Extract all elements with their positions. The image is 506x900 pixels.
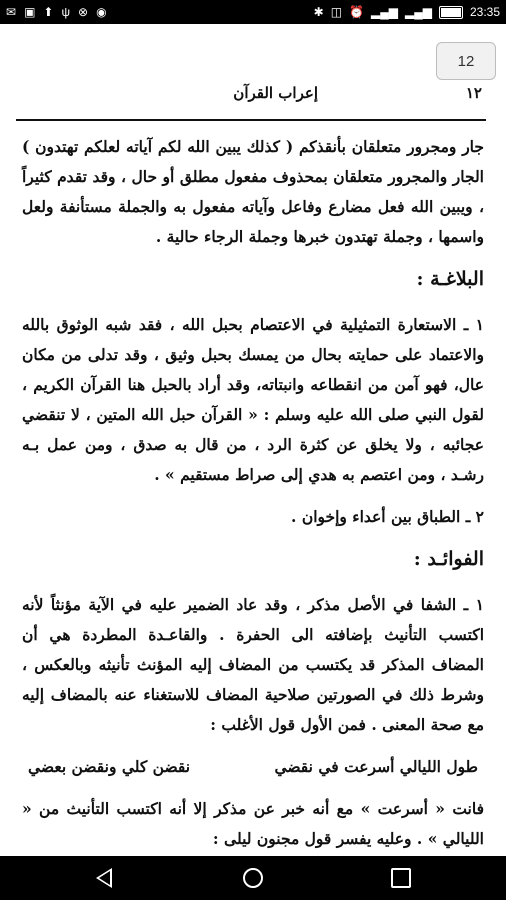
upload-icon: ⬆ <box>43 5 54 19</box>
status-bar <box>0 0 506 24</box>
running-head <box>20 84 488 108</box>
section-heading-fawaid: الفوائـد : <box>413 548 484 570</box>
signal-icon-2: ▂▄▆ <box>405 5 432 19</box>
notification-icons <box>6 4 107 20</box>
verse-first-hemistich: طول الليالي أسرعت في نقضي <box>274 757 478 776</box>
verse-second-hemistich: نقضن كلي ونقضن بعضي <box>28 757 191 776</box>
paragraph: ١ ـ الاستعارة التمثيلية في الاعتصام بحبل الله ، فقد شبه الوثوق بالله والاعتماد على حمايته بحال من يمسك بحبل وثيق ، وقد تدلى من مكان عال، فهو آمن من انقطاعه وانبتاته، وقد أراد بالحبل هنا القرآن الكريم ، لقول النبي صلى الله عليه وسلم : « القرآن حبل الله المتين ، لا تنقضي عجائبه ، ولا يخلق عن كثرة الرد ، من قال به صدق ، ومن عمل بـه رشـد ، ومن اعتصم به هدي إلى صراط مستقيم » . <box>22 315 484 484</box>
mail-icon: ✉ <box>6 5 17 19</box>
running-head-page-number: ١٢ <box>465 84 482 102</box>
recent-apps-icon[interactable] <box>361 856 441 900</box>
clock: 23:35 <box>469 5 500 19</box>
poetry-verse <box>28 752 478 782</box>
header-divider <box>16 119 486 121</box>
home-icon[interactable] <box>213 856 293 900</box>
page-number-badge[interactable]: 12 <box>436 42 496 80</box>
gallery-icon: ▣ <box>24 5 36 19</box>
system-icons <box>314 4 500 20</box>
book-page[interactable] <box>0 24 506 856</box>
back-icon[interactable] <box>64 856 144 900</box>
paragraph: ٢ ـ الطباق بين أعداء وإخوان . <box>291 507 484 526</box>
page-content <box>22 132 484 866</box>
paragraph: فانت « أسرعت » مع أنه خبر عن مذكر إلا أنه اكتسب التأنيث من « الليالي » . وعليه يفسر قول مجنون ليلى : <box>22 799 484 848</box>
alarm-icon: ⏰ <box>349 5 365 19</box>
signal-icon: ▂▄▆ <box>371 5 398 19</box>
battery-level <box>441 8 461 17</box>
running-head-title: إعراب القرآن <box>233 84 318 102</box>
paragraph: جار ومجرور متعلقان بأنقذكم ( كذلك يبين الله لكم آياته لعلكم تهتدون ) الجار والمجرور متعلقان بمحذوف مفعول مطلق أو حال ، وقد تقدم كثيراً ، ويبين الله فعل مضارع وفاعل وآياته مفعول به والجملة مستأنفة ولعل واسمها ، وجملة تهتدون خبرها وجملة الرجاء حالية . <box>22 137 484 246</box>
section-heading-balagha: البلاغـة : <box>416 268 484 290</box>
battery-icon <box>439 6 463 19</box>
location-icon: ◉ <box>96 5 107 19</box>
paragraph: ١ ـ الشفا في الأصل مذكر ، وقد عاد الضمير عليه في الآية مؤنثاً لأنه اكتسب التأنيث بإضافته الى الحفرة . والقاعـدة المطردة هي أن المضاف المذكر قد يكتسب من المضاف إليه المؤنث تأنيثه وبالعكس ، وشرط ذلك في الصورتين صلاحية المضاف للاستغناء عنه بالمضاف إليه مع صحة المعنى . فمن الأول قول الأغلب : <box>22 595 484 734</box>
sync-icon: ⊗ <box>78 5 89 19</box>
vibrate-icon: ◫ <box>330 5 343 19</box>
usb-icon: ψ <box>61 5 71 19</box>
navigation-bar <box>0 856 506 900</box>
bluetooth-icon: ✱ <box>313 5 324 19</box>
